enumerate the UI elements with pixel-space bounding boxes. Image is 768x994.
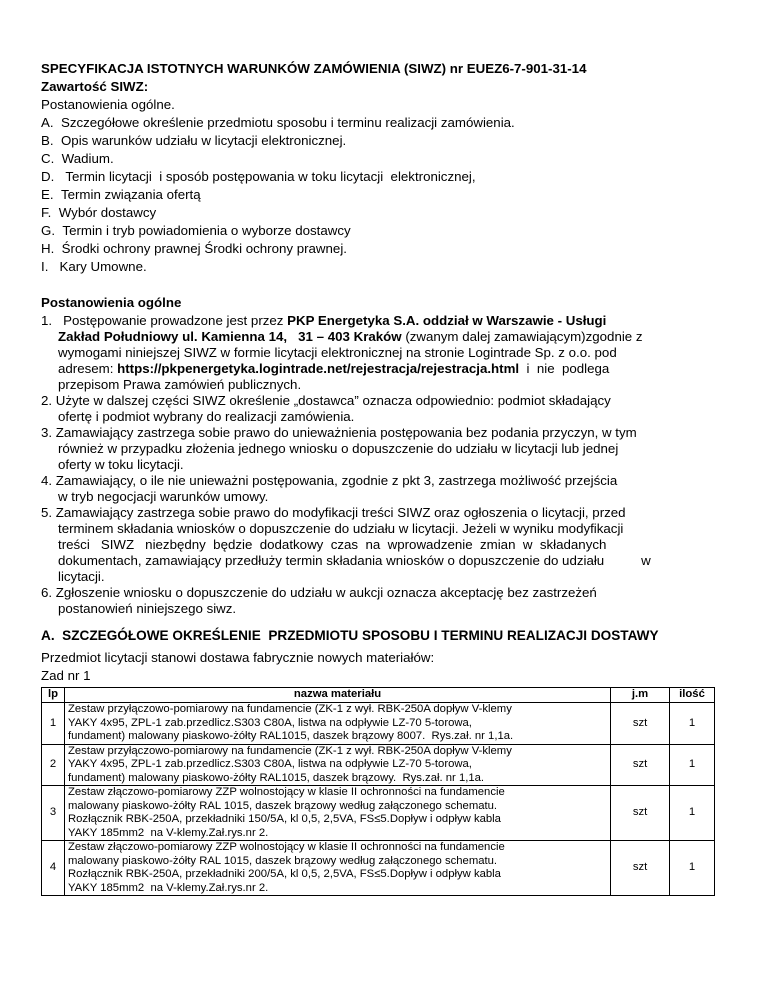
row-qty: 1	[670, 786, 715, 841]
row-name	[64, 703, 610, 745]
toc-item-e: E. Termin związania ofertą	[41, 187, 201, 202]
paragraph-6-line-2: postanowień niniejszego siwz.	[58, 601, 237, 616]
paragraph-4-line-1: 4. Zamawiający, o ile nie unieważni postępowania, zgodnie z pkt 3, zastrzega możliwość przejścia	[41, 473, 618, 488]
paragraph-1-line-4	[58, 361, 609, 377]
toc-item-f: F. Wybór dostawcy	[41, 205, 157, 220]
row-lp: 4	[42, 841, 65, 896]
p1-text: 1. Postępowanie prowadzone jest przez	[41, 313, 288, 328]
toc-item-g: G. Termin i tryb powiadomienia o wyborze dostawcy	[41, 223, 351, 238]
row-name-line: Rozłącznik RBK-250A, przekładniki 150/5A, kl 0,5, 2,5VA, FS≤5.Dopływ i odpływ kabla	[67, 813, 501, 825]
row-name-line: fundament) malowany piaskowo-żółty RAL1015, daszek brązowy 8007. Rys.zał. nr 1,1a.	[67, 730, 514, 742]
table-row	[42, 786, 715, 841]
paragraph-3-line-1: 3. Zamawiający zastrzega sobie prawo do unieważnienia postępowania bez podania przyczyn, w tym	[41, 425, 637, 440]
header-unit: j.m	[611, 688, 670, 703]
paragraph-2-line-2: ofertę i podmiot wybrany do realizacji zamówienia.	[58, 409, 355, 424]
row-qty: 1	[670, 703, 715, 745]
row-name-line: Zestaw przyłączowo-pomiarowy na fundamencie (ZK-1 z wył. RBK-250A dopływ V-klemy	[67, 744, 512, 757]
table-row	[42, 841, 715, 896]
p1-address: Zakład Południowy ul. Kamienna 14, 31 – 403 Kraków	[58, 329, 402, 344]
row-name-line: Zestaw przyłączowo-pomiarowy na fundamencie (ZK-1 z wył. RBK-250A dopływ V-klemy	[67, 703, 512, 715]
header-name: nazwa materiału	[64, 688, 610, 703]
materials-table	[41, 687, 715, 896]
row-name-line: Zestaw złączowo-pomiarowy ZZP wolnostojący w klasie II ochronności na fundamencie	[67, 786, 505, 798]
paragraph-5-line-3: treści SIWZ niezbędny będzie dodatkowy czas na wprowadzenie zmian w składanych	[58, 537, 607, 552]
row-unit: szt	[611, 786, 670, 841]
row-name-line: malowany piaskowo-żółty RAL 1015, daszek brązowy według załączonego schematu.	[67, 799, 498, 812]
document-title: SPECYFIKACJA ISTOTNYCH WARUNKÓW ZAMÓWIENIA (SIWZ) nr EUEZ6-7-901-31-14	[41, 61, 587, 76]
header-qty: ilość	[670, 688, 715, 703]
paragraph-5-line-1: 5. Zamawiający zastrzega sobie prawo do modyfikacji treści SIWZ oraz ogłoszenia o licytacji, przed	[41, 505, 626, 520]
paragraph-1-line-3: wymogami niniejszej SIWZ w formie licytacji elektronicznej na stronie Logintrade Sp. z o.o. pod	[58, 345, 617, 360]
row-unit: szt	[611, 744, 670, 786]
row-name-line: Zestaw złączowo-pomiarowy ZZP wolnostojący w klasie II ochronności na fundamencie	[67, 841, 505, 853]
paragraph-2-line-1: 2. Użyte w dalszej części SIWZ określenie „dostawca” oznacza odpowiednio: podmiot składający	[41, 393, 611, 408]
row-name-line: YAKY 185mm2 na V-klemy.Zał.rys.nr 2.	[67, 826, 269, 839]
row-unit: szt	[611, 703, 670, 745]
table-row	[42, 744, 715, 786]
paragraph-5-line-5: licytacji.	[58, 569, 105, 584]
row-name-line: malowany piaskowo-żółty RAL 1015, daszek brązowy według załączonego schematu.	[67, 854, 498, 867]
table-row	[42, 703, 715, 745]
toc-item-h: H. Środki ochrony prawnej Środki ochrony prawnej.	[41, 241, 347, 256]
general-heading: Postanowienia ogólne	[41, 295, 182, 310]
toc-item-d: D. Termin licytacji i sposób postępowania w toku licytacji elektronicznej,	[41, 169, 476, 184]
p1-address-label: adresem:	[58, 361, 118, 376]
registration-link[interactable]: https://pkpenergetyka.logintrade.net/rejestracja/rejestracja.html	[117, 361, 520, 376]
p1-org-name: PKP Energetyka S.A. oddział w Warszawie - Usługi	[287, 313, 607, 328]
toc-item-c: C. Wadium.	[41, 151, 114, 166]
row-name-line: YAKY 185mm2 na V-klemy.Zał.rys.nr 2.	[67, 881, 269, 894]
table-header-row	[42, 688, 715, 703]
row-lp: 1	[42, 703, 65, 745]
row-name-line: YAKY 4x95, ZPL-1 zab.przedlicz.S303 C80A, listwa na odpływie LZ-70 5-torowa,	[67, 758, 472, 770]
paragraph-3-line-3: oferty w toku licytacji.	[58, 457, 184, 472]
paragraph-4-line-2: w tryb negocjacji warunków umowy.	[58, 489, 269, 504]
row-lp: 3	[42, 786, 65, 841]
paragraph-1-line-5: przepisom Prawa zamówień publicznych.	[58, 377, 302, 392]
contents-label: Zawartość SIWZ:	[41, 79, 149, 94]
section-a-heading: A. SZCZEGÓŁOWE OKREŚLENIE PRZEDMIOTU SPOSOBU I TERMINU REALIZACJI DOSTAWY	[41, 628, 659, 643]
row-name	[64, 786, 610, 841]
task-label: Zad nr 1	[41, 668, 91, 683]
p1-text-2: (zwanym dalej zamawiającym)zgodnie z	[401, 329, 643, 344]
paragraph-5-line-4: dokumentach, zamawiający przedłuży termin składania wniosków o dopuszczenie do udziału w	[58, 553, 651, 568]
p1-text-3: i nie podlega	[519, 361, 610, 376]
paragraph-1-line-2	[58, 329, 643, 345]
section-a-intro: Przedmiot licytacji stanowi dostawa fabrycznie nowych materiałów:	[41, 650, 435, 665]
paragraph-3-line-2: również w przypadku złożenia jednego wniosku o dopuszczenie do udziału w licytacji lub jednej	[58, 441, 619, 456]
row-qty: 1	[670, 744, 715, 786]
row-unit: szt	[611, 841, 670, 896]
row-name	[64, 841, 610, 896]
paragraph-5-line-2: terminem składania wniosków o dopuszczenie do udziału w licytacji. Jeżeli w wyniku modyfikacji	[58, 521, 624, 536]
general-label: Postanowienia ogólne.	[41, 97, 175, 112]
paragraph-1-line-1	[41, 313, 606, 329]
header-lp: lp	[42, 688, 65, 703]
row-lp: 2	[42, 744, 65, 786]
toc-item-i: I. Kary Umowne.	[41, 259, 147, 274]
toc-item-b: B. Opis warunków udziału w licytacji elektronicznej.	[41, 133, 347, 148]
row-name-line: YAKY 4x95, ZPL-1 zab.przedlicz.S303 C80A, listwa na odpływie LZ-70 5-torowa,	[67, 716, 472, 729]
row-name	[64, 744, 610, 786]
row-name-line: Rozłącznik RBK-250A, przekładniki 200/5A, kl 0,5, 2,5VA, FS≤5.Dopływ i odpływ kabla	[67, 868, 501, 880]
toc-item-a: A. Szczegółowe określenie przedmiotu sposobu i terminu realizacji zamówienia.	[41, 115, 515, 130]
row-name-line: fundament) malowany piaskowo-żółty RAL1015, daszek brązowy. Rys.zał. nr 1,1a.	[67, 771, 485, 784]
paragraph-6-line-1: 6. Zgłoszenie wniosku o dopuszczenie do udziału w aukcji oznacza akceptację bez zastrzeżeń	[41, 585, 597, 600]
row-qty: 1	[670, 841, 715, 896]
